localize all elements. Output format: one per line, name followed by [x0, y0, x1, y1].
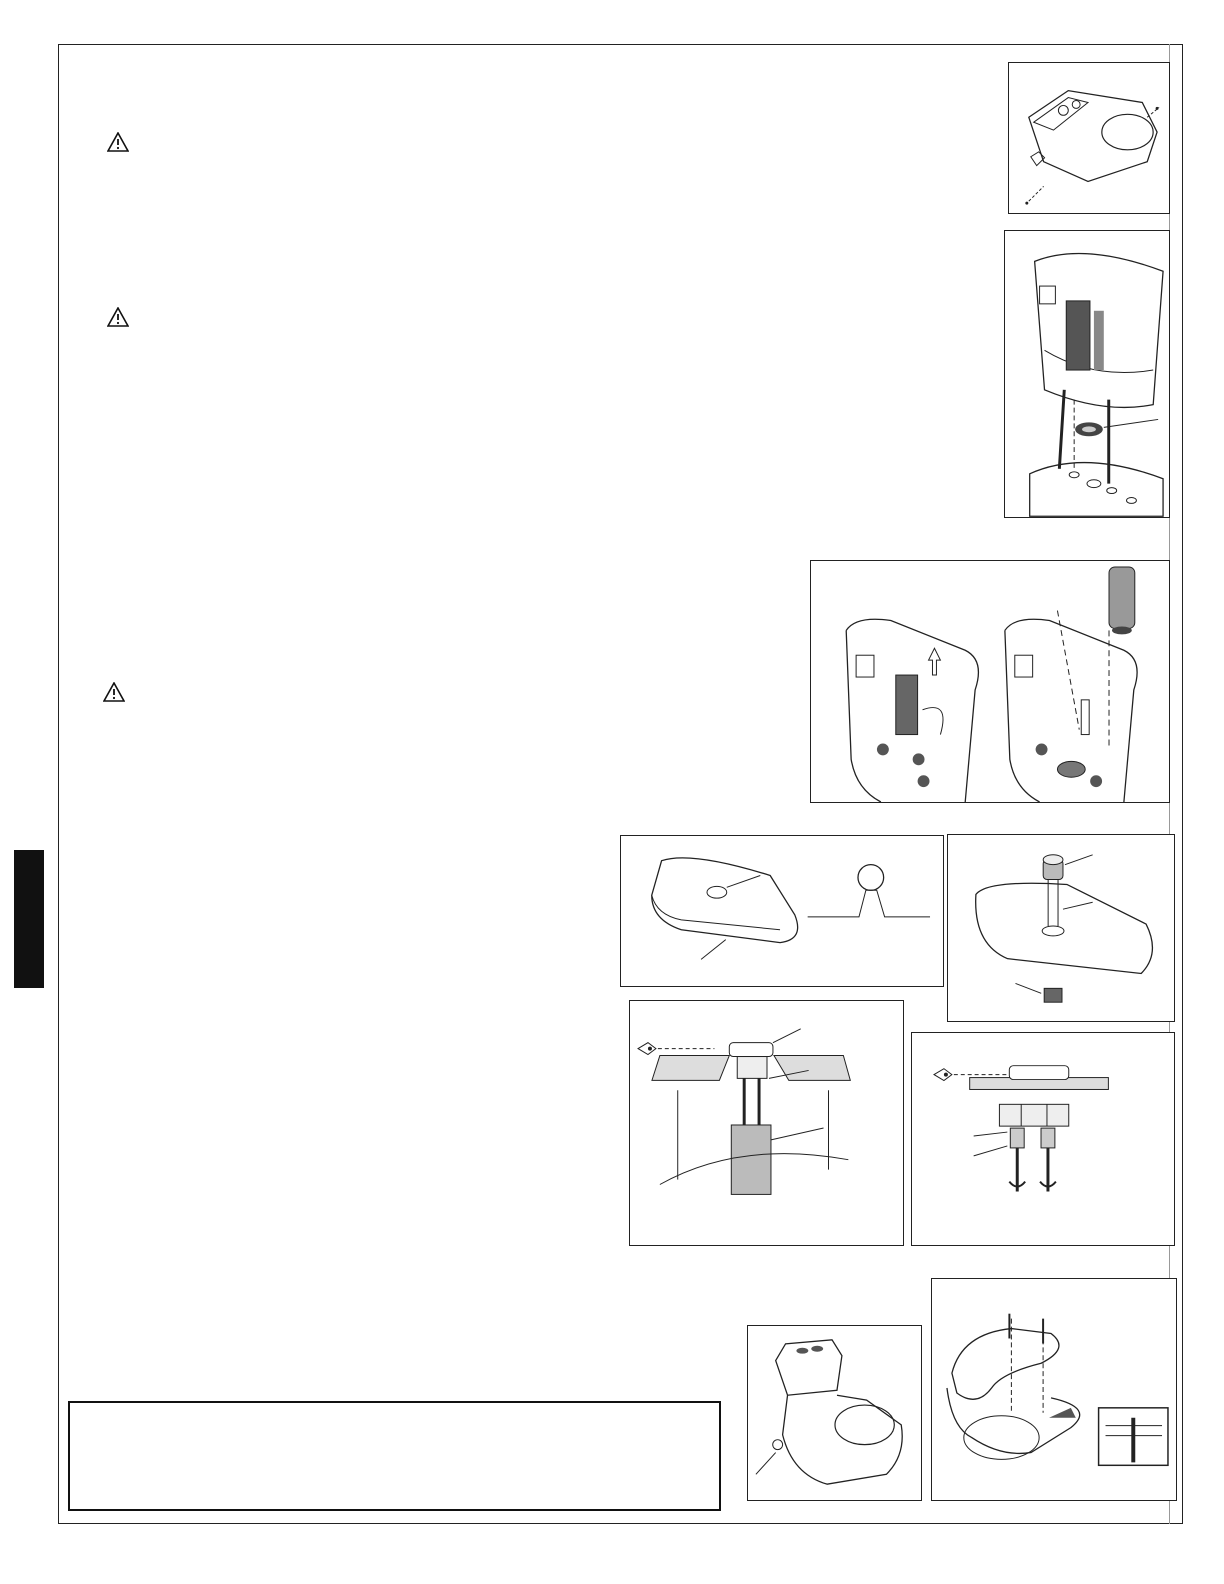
assembled-toilet-illustration — [748, 1326, 921, 1500]
lid-section-figure — [629, 1000, 904, 1246]
warning-icon — [103, 682, 125, 702]
seat-installation-illustration — [932, 1279, 1176, 1500]
button-height-adjust-illustration — [912, 1033, 1174, 1245]
tank-lid-figure — [620, 835, 944, 987]
flush-valve-replacement-illustration — [811, 561, 1169, 802]
push-button-removal-illustration — [948, 835, 1174, 1021]
seat-install-figure — [931, 1278, 1177, 1501]
button-removal-figure — [947, 834, 1175, 1022]
tank-install-figure — [1004, 230, 1170, 518]
toilet-bowl-figure — [1008, 62, 1170, 214]
tank-lid-button-illustration — [621, 836, 943, 986]
lid-cross-section-illustration — [630, 1001, 903, 1245]
toilet-bowl-bolts-illustration — [1009, 63, 1169, 213]
warning-icon — [107, 307, 129, 327]
assembled-toilet-figure — [747, 1325, 922, 1501]
tank-exploded-view-illustration — [1005, 231, 1169, 517]
section-tab — [14, 850, 44, 988]
note-box — [68, 1401, 721, 1511]
button-adjust-figure — [911, 1032, 1175, 1246]
warning-icon — [107, 132, 129, 152]
flush-valve-figure — [810, 560, 1170, 803]
